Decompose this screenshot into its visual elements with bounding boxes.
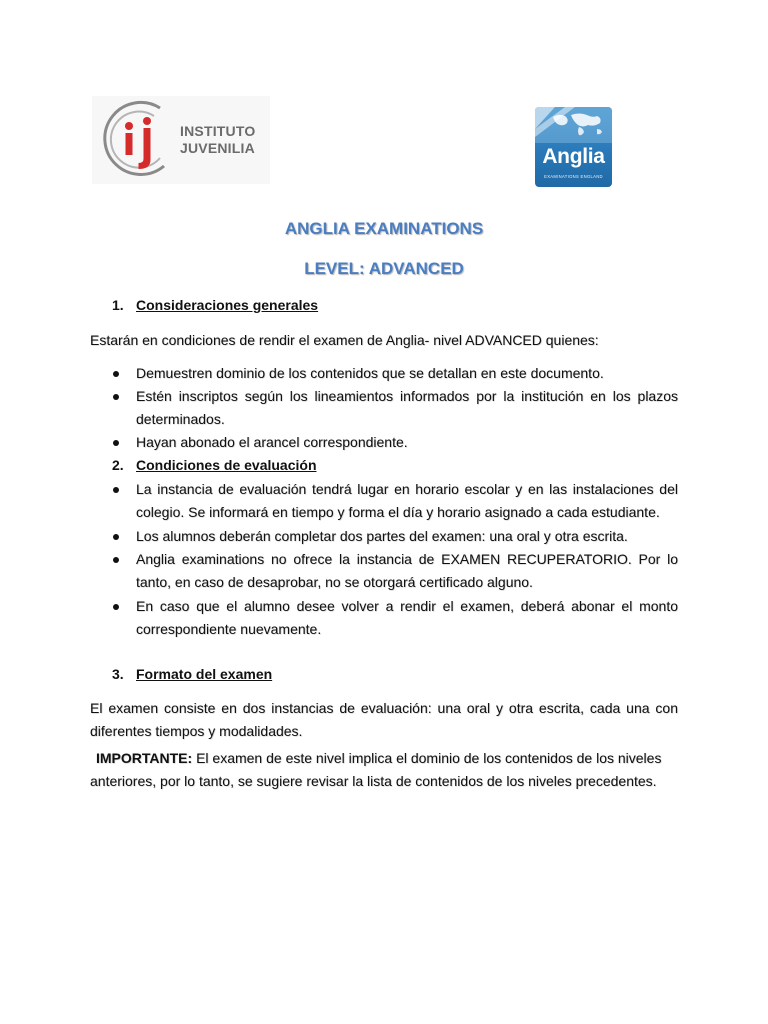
- list-item: La instancia de evaluación tendrá lugar en horario escolar y en las instalaciones del colegio. Se informará en tiempo y forma el día y horario asignado a cada estudiante.: [136, 481, 678, 520]
- important-text: El examen de este nivel implica el dominio de los contenidos de los niveles anteriores, por lo tanto, se sugiere revisar la lista de contenidos de los niveles precedentes.: [90, 750, 662, 789]
- format-paragraph: El examen consiste en dos instancias de evaluación: una oral y otra escrita, cada una con diferentes tiempos y modalidades.: [90, 700, 678, 739]
- anglia-wordmark: Anglia: [542, 145, 605, 168]
- bullet-icon: [113, 440, 119, 446]
- list-item: Los alumnos deberán completar dos partes del examen: una oral y otra escrita.: [136, 528, 628, 544]
- anglia-logo: [535, 107, 612, 187]
- important-note: [90, 747, 678, 793]
- list-item: Estén inscriptos según los lineamientos informados por la institución en los plazos determinados.: [136, 388, 678, 427]
- bullet-icon: [113, 394, 119, 400]
- list-item: En caso que el alumno desee volver a rendir el examen, deberá abonar el monto correspondiente nuevamente.: [136, 598, 678, 637]
- section-title: Formato del examen: [136, 666, 273, 682]
- list-item: Hayan abonado el arancel correspondiente.: [136, 434, 408, 450]
- bullet-icon: [113, 534, 119, 540]
- document-title: ANGLIA EXAMINATIONS: [284, 219, 484, 238]
- instituto-juvenilia-logo: [92, 96, 270, 184]
- level-subtitle: LEVEL: ADVANCED: [304, 259, 464, 278]
- bullet-icon: [113, 487, 119, 493]
- section-number: 3.: [112, 666, 124, 682]
- ij-emblem-icon: [102, 100, 178, 180]
- bullet-icon: [113, 371, 119, 377]
- anglia-subtitle: EXAMINATIONS ENGLAND: [544, 174, 603, 179]
- juvenilia-wordmark: INSTITUTO JUVENILIA: [180, 123, 256, 156]
- bullet-icon: [113, 604, 119, 610]
- section-title: Consideraciones generales: [136, 297, 319, 313]
- list-item: Demuestren dominio de los contenidos que se detallan en este documento.: [136, 365, 604, 381]
- important-label: IMPORTANTE:: [96, 750, 193, 766]
- section-number: 2.: [112, 457, 124, 473]
- section-number: 1.: [112, 297, 124, 313]
- bullet-icon: [113, 557, 119, 563]
- section-title: Condiciones de evaluación: [136, 457, 317, 473]
- list-item: Anglia examinations no ofrece la instancia de EXAMEN RECUPERATORIO. Por lo tanto, en caso de desaprobar, no se otorgará certificado alguno.: [136, 551, 678, 590]
- intro-paragraph: Estarán en condiciones de rendir el examen de Anglia- nivel ADVANCED quienes:: [90, 332, 599, 348]
